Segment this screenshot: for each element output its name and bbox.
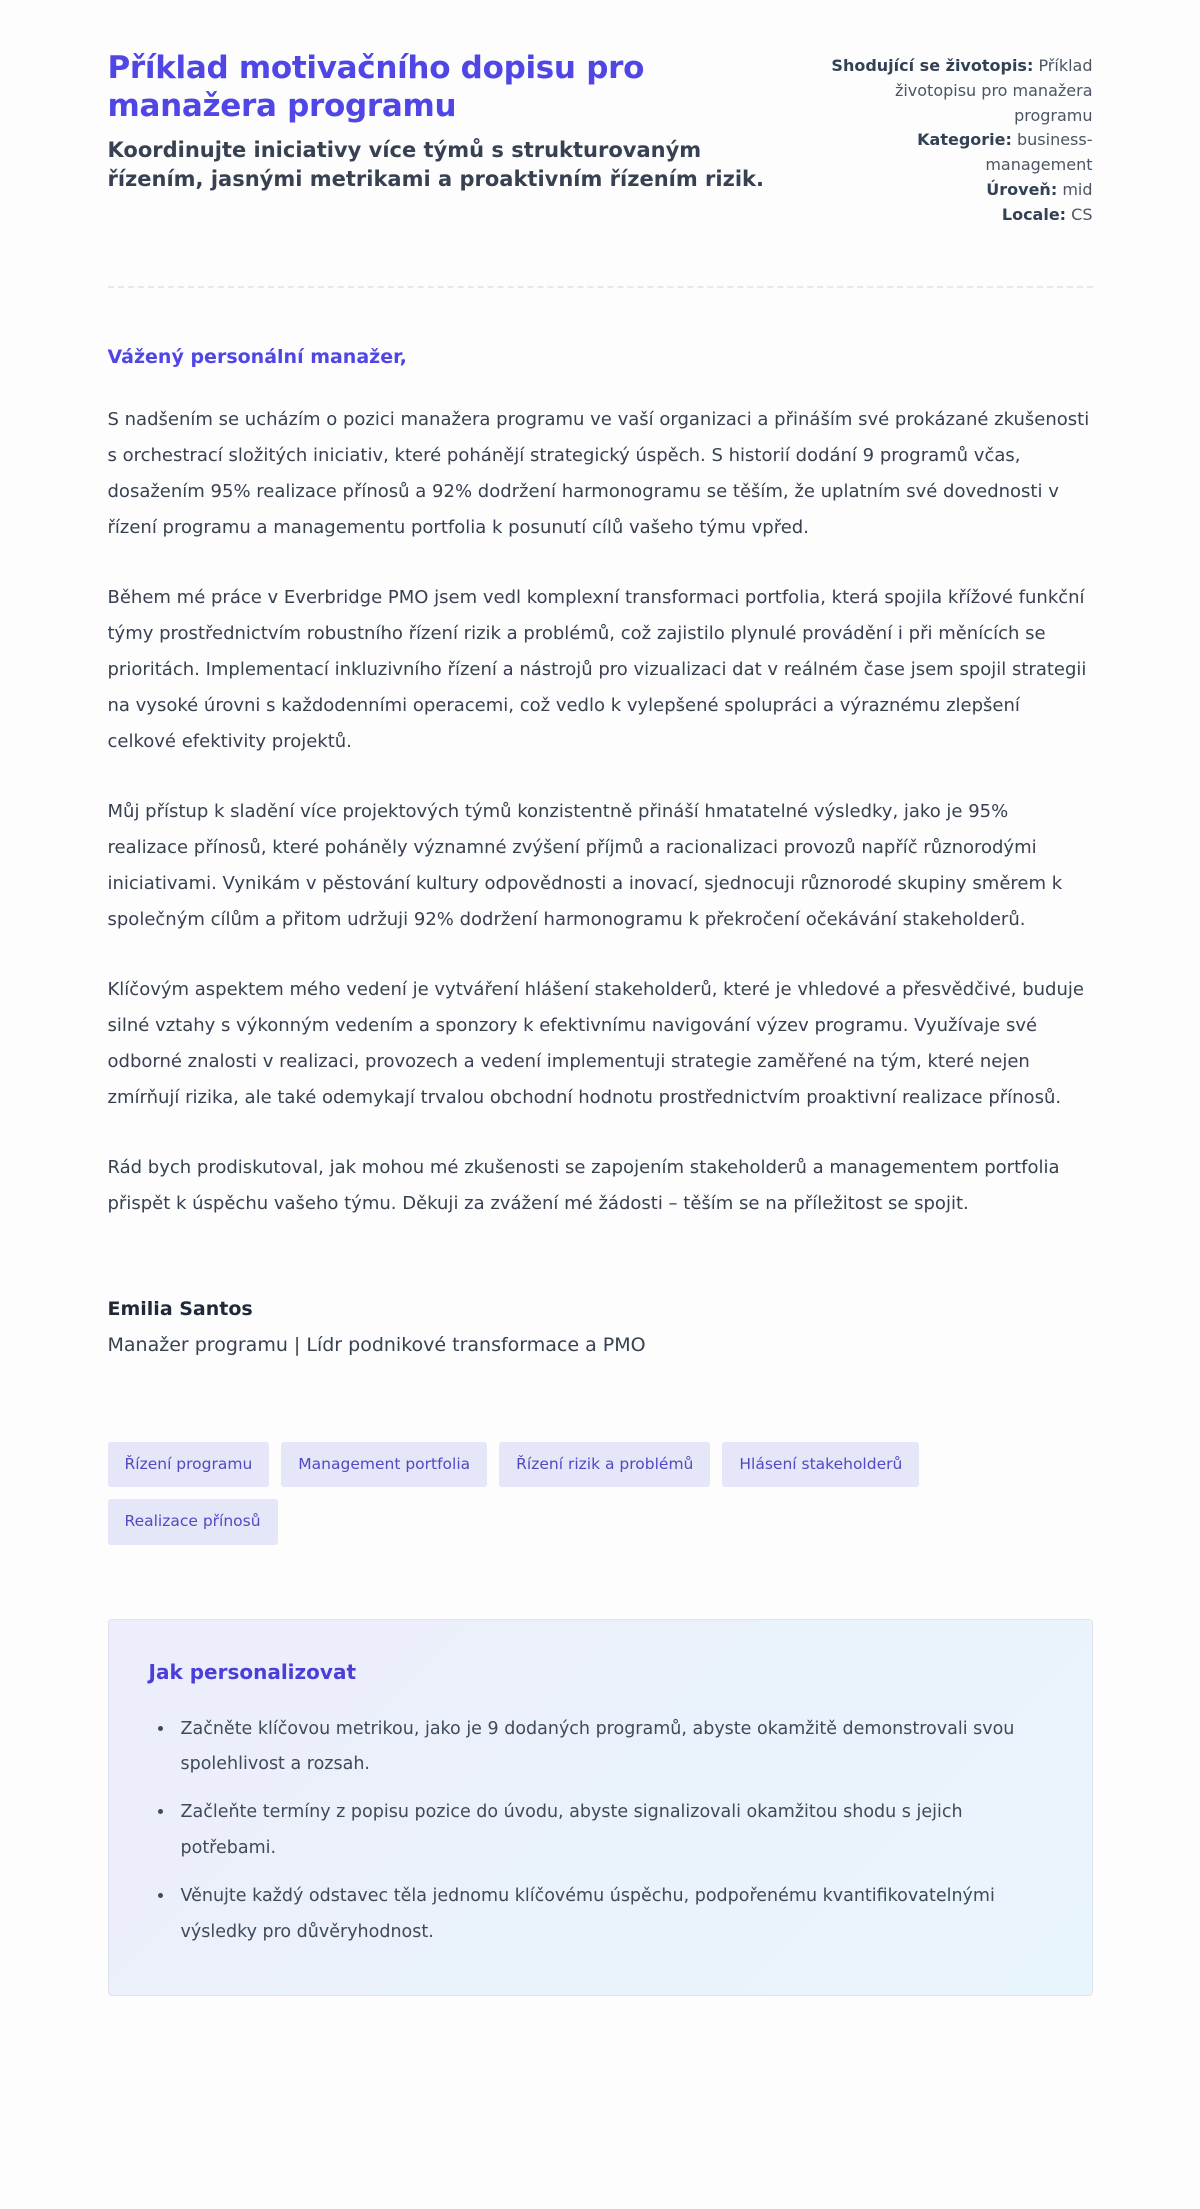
- page-header: [108, 50, 1093, 228]
- skill-tags: [108, 1442, 1093, 1545]
- meta-level: [828, 178, 1093, 203]
- cover-letter-page: [108, 0, 1093, 2056]
- signature-role: Manažer programu | Lídr podnikové transformace a PMO: [107, 1333, 646, 1356]
- title-block: [108, 50, 778, 194]
- header-divider: [108, 286, 1093, 288]
- meta-category: [828, 128, 1093, 178]
- skill-tag: Management portfolia: [281, 1442, 487, 1488]
- meta-locale: [828, 203, 1093, 228]
- skill-tag: Řízení programu: [108, 1442, 270, 1488]
- meta-matching-resume-label: Shodující se životopis:: [831, 56, 1034, 75]
- tip-item: • Začleňte termíny z popisu pozice do úvodu, abyste signalizovali okamžitou shodu s jejich potřebami.: [175, 1795, 1052, 1867]
- tips-list: [149, 1712, 1052, 1951]
- letter-paragraph: Klíčovým aspektem mého vedení je vytváření hlášení stakeholderů, které je vhledové a přesvědčivé, buduje silné vztahy s výkonným vedením a sponzory k efektivnímu navigování výzev programu. Využívaje své odborné znalosti v realizaci, provozech a vedení implementuji strategie zaměřené na tým, které nejen zmírňují rizika, ale také odemykají trvalou obchodní hodnotu prostřednictvím proaktivní realizace přínosů.: [107, 978, 1084, 1108]
- tip-item: • Začněte klíčovou metrikou, jako je 9 dodaných programů, abyste okamžitě demonstrovali svou spolehlivost a rozsah.: [175, 1712, 1052, 1784]
- letter-greeting: Vážený personální manažer,: [107, 345, 407, 368]
- letter-paragraph: Rád bych prodiskutoval, jak mohou mé zkušenosti se zapojením stakeholderů a managementem portfolia přispět k úspěchu vašeho týmu. Děkuji za zvážení mé žádosti – těším se na příležitost se spojit.: [107, 1156, 1060, 1214]
- skill-tag: Realizace přínosů: [108, 1499, 278, 1545]
- meta-locale-label: Locale:: [1001, 204, 1067, 224]
- meta-panel: [828, 50, 1093, 228]
- personalization-tips-box: [108, 1619, 1093, 1996]
- meta-matching-resume: [828, 54, 1093, 128]
- meta-category-value: business-management: [985, 130, 1093, 175]
- meta-locale-value: CS: [1071, 204, 1093, 224]
- letter-body: [108, 346, 1093, 1356]
- letter-paragraph: S nadšením se ucházím o pozici manažera programu ve vaší organizaci a přináším své prokázané zkušenosti s orchestrací složitých iniciativ, které pohánějí strategický úspěch. S historií dodání 9 programů včas, dosažením 95% realizace přínosů a 92% dodržení harmonogramu se těším, že uplatním své dovednosti v řízení programu a managementu portfolia k posunutí cílů vašeho týmu vpřed.: [107, 408, 1090, 538]
- tip-item: • Věnujte každý odstavec těla jednomu klíčovému úspěchu, podpořenému kvantifikovatelnými výsledky pro důvěryhodnost.: [175, 1879, 1052, 1951]
- letter-paragraph: Můj přístup k sladění více projektových týmů konzistentně přináší hmatatelné výsledky, jako je 95% realizace přínosů, které poháněly významné zvýšení příjmů a racionalizaci provozů napříč různorodými iniciativami. Vynikám v pěstování kultury odpovědnosti a inovací, sjednocuji různorodé skupiny směrem k společným cílům a přitom udržuji 92% dodržení harmonogramu k překročení očekávání stakeholderů.: [107, 800, 1063, 930]
- meta-matching-resume-value: Příklad životopisu pro manažera programu: [894, 56, 1093, 125]
- letter-paragraph: Během mé práce v Everbridge PMO jsem vedl komplexní transformaci portfolia, která spojila křížové funkční týmy prostřednictvím robustního řízení rizik a problémů, což zajistilo plynulé provádění i při měnících se prioritách. Implementací inkluzivního řízení a nástrojů pro vizualizaci dat v reálném čase jsem spojil strategii na vysoké úrovni s každodenními operacemi, což vedlo k vylepšené spolupráci a výraznému zlepšení celkové efektivity projektů.: [107, 586, 1087, 752]
- skill-tag: Hlásení stakeholderů: [722, 1442, 919, 1488]
- page-title: Příklad motivačního dopisu pro manažera programu: [107, 50, 645, 124]
- meta-category-label: Kategorie:: [917, 130, 1012, 150]
- meta-level-label: Úroveň:: [986, 179, 1058, 199]
- signature-name: Emilia Santos: [107, 1297, 253, 1320]
- meta-level-value: mid: [1062, 179, 1093, 199]
- page-subtitle: Koordinujte iniciativy více týmů s strukturovaným řízením, jasnými metrikami a proaktivním řízením rizik.: [107, 137, 764, 192]
- skill-tag: Řízení rizik a problémů: [499, 1442, 710, 1488]
- tips-title: Jak personalizovat: [148, 1659, 357, 1684]
- signature-block: [108, 1298, 1093, 1356]
